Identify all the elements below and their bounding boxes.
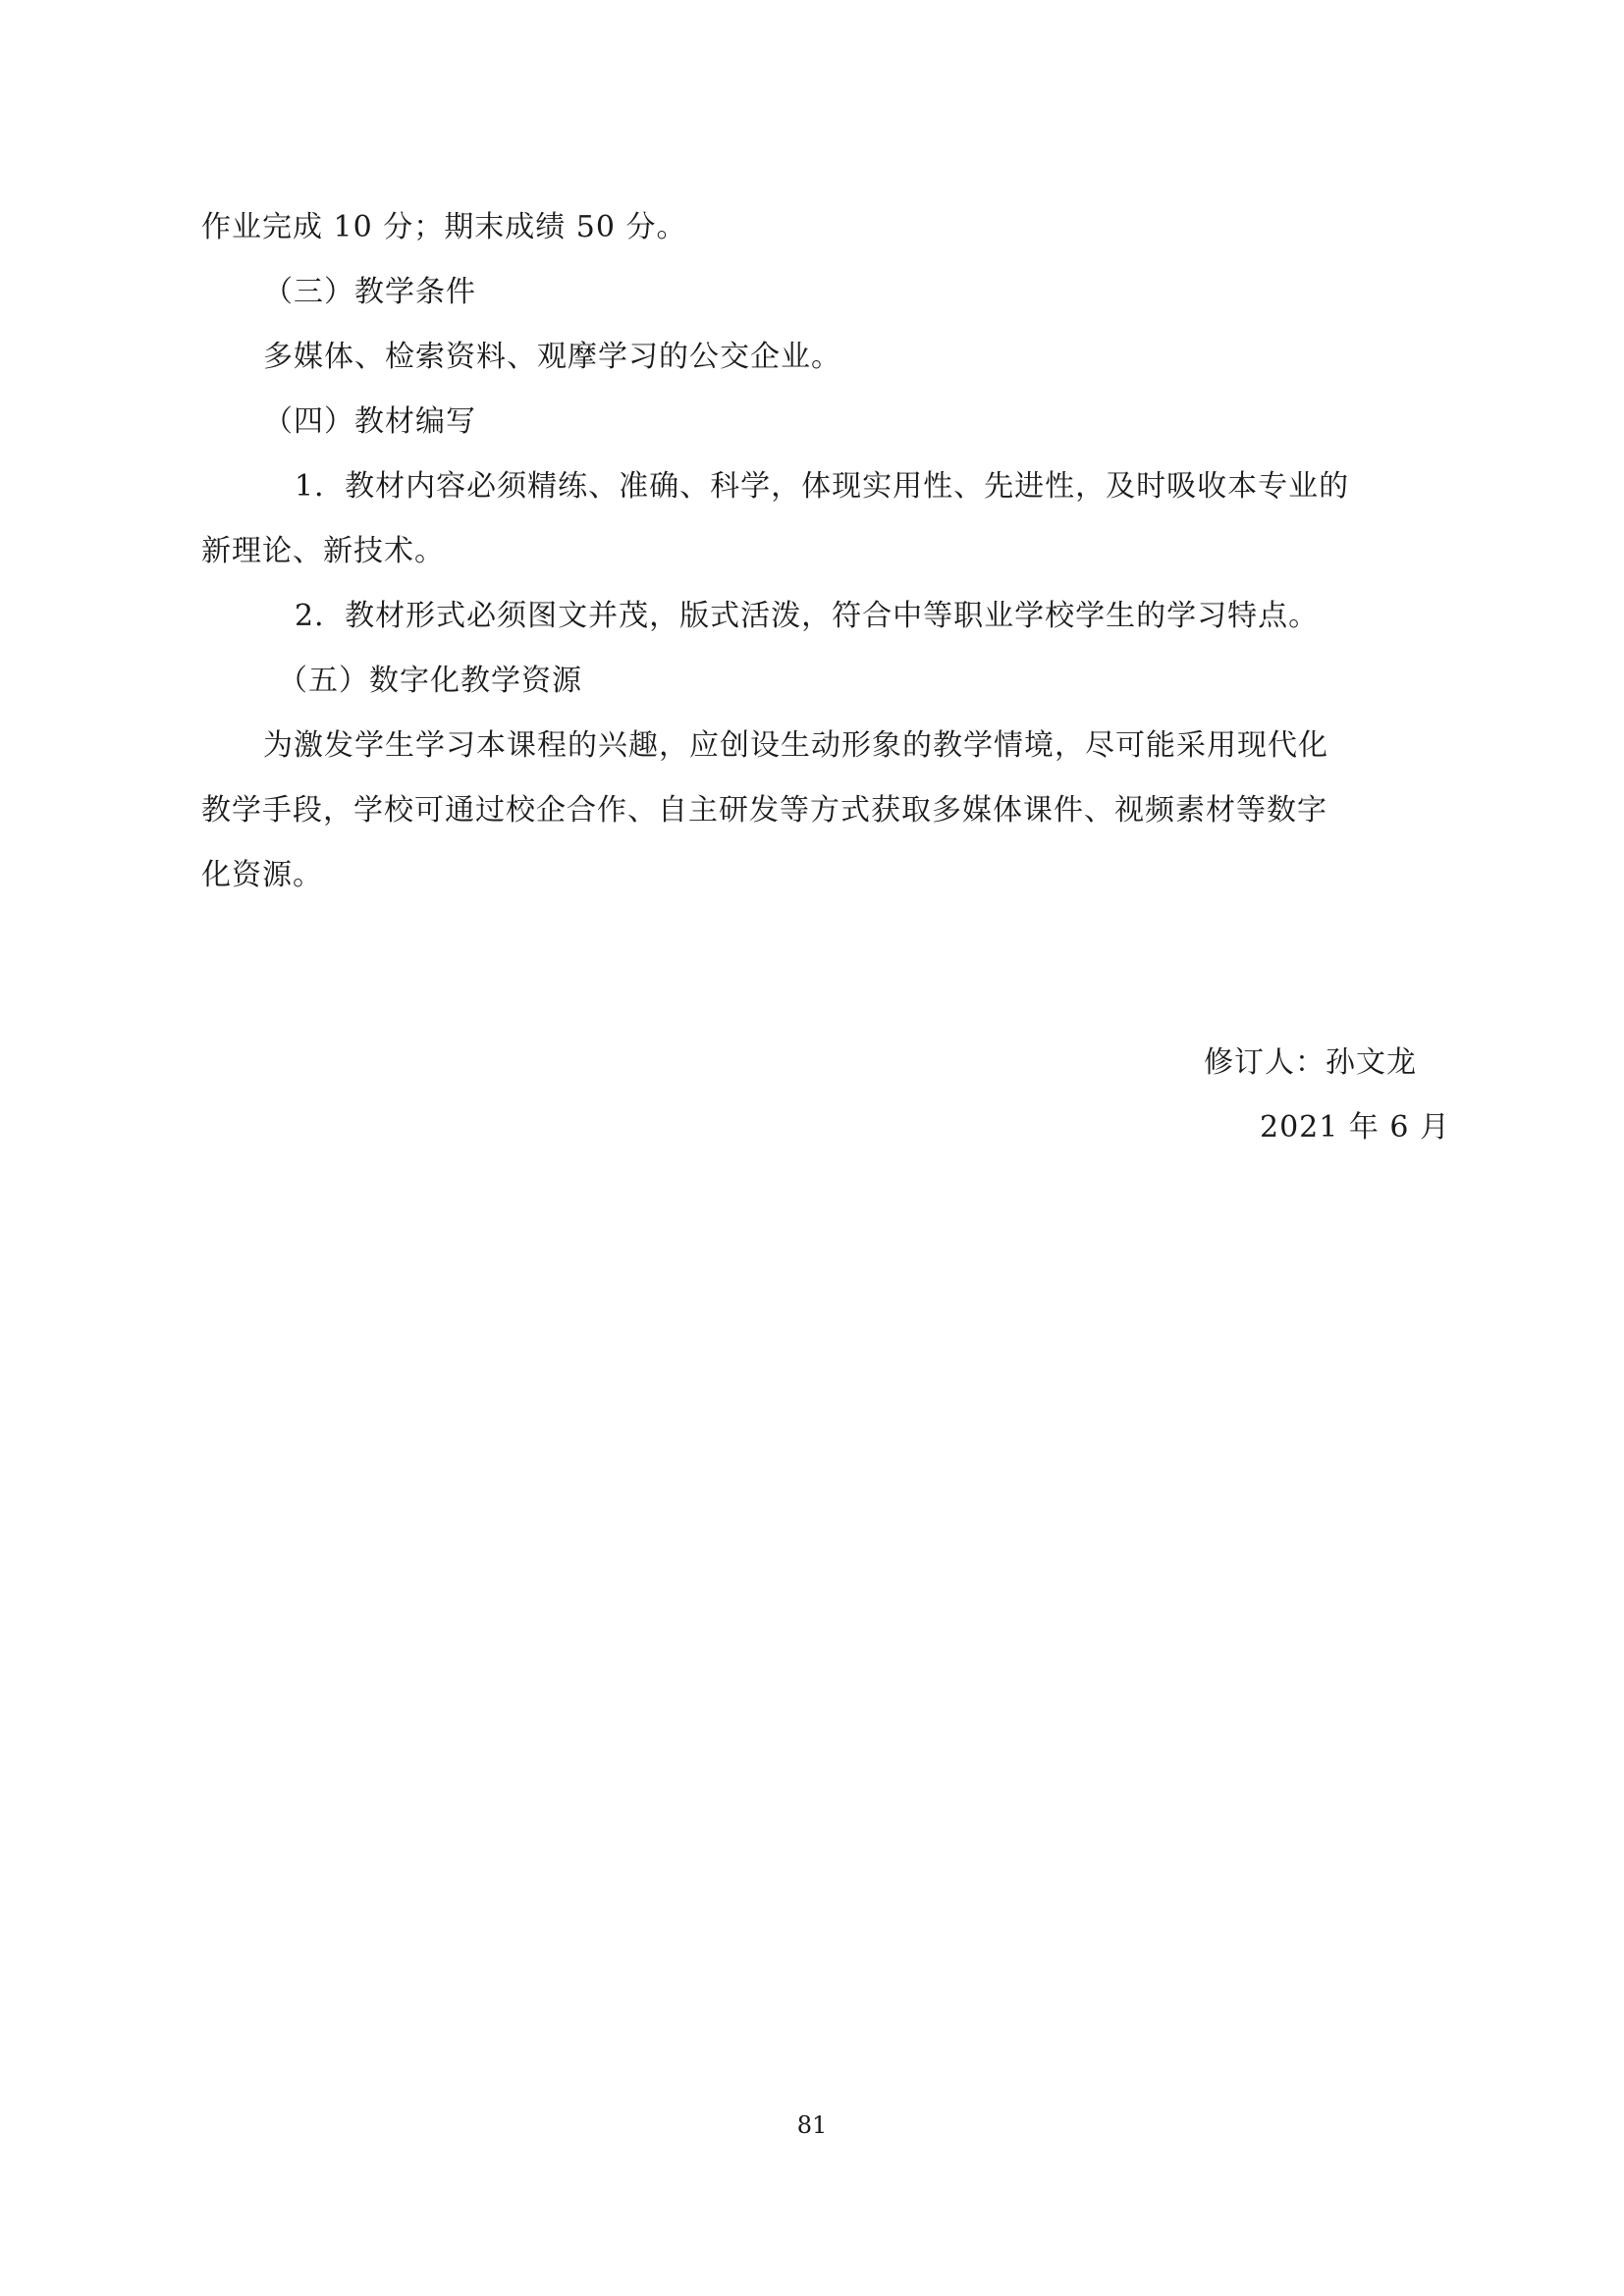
page-number: 81 bbox=[796, 2111, 828, 2139]
assessment-scoring-continuation: 作业完成 10 分；期末成绩 50 分。 bbox=[201, 210, 687, 244]
digital-resources-paragraph-line-3: 化资源。 bbox=[201, 858, 323, 892]
textbook-item-1-line-2: 新理论、新技术。 bbox=[201, 534, 445, 568]
revision-date: 2021 年 6 月 bbox=[1260, 1110, 1451, 1145]
digital-resources-paragraph-line-1: 为激发学生学习本课程的兴趣，应创设生动形象的教学情境，尽可能采用现代化 bbox=[263, 728, 1328, 763]
section-heading-teaching-conditions: （三）教学条件 bbox=[263, 275, 476, 309]
section-heading-textbook-writing: （四）教材编写 bbox=[263, 404, 476, 439]
reviser-signature: 修订人：孙文龙 bbox=[1204, 1045, 1417, 1080]
digital-resources-paragraph-line-2: 教学手段，学校可通过校企合作、自主研发等方式获取多媒体课件、视频素材等数字 bbox=[201, 793, 1327, 828]
textbook-item-2: 2．教材形式必须图文并茂，版式活泼，符合中等职业学校学生的学习特点。 bbox=[295, 599, 1320, 633]
teaching-conditions-paragraph: 多媒体、检索资料、观摩学习的公交企业。 bbox=[263, 340, 841, 374]
textbook-item-1-line-1: 1．教材内容必须精练、准确、科学，体现实用性、先进性，及时吸收本专业的 bbox=[295, 469, 1350, 504]
section-heading-digital-resources: （五）数字化教学资源 bbox=[278, 664, 582, 698]
